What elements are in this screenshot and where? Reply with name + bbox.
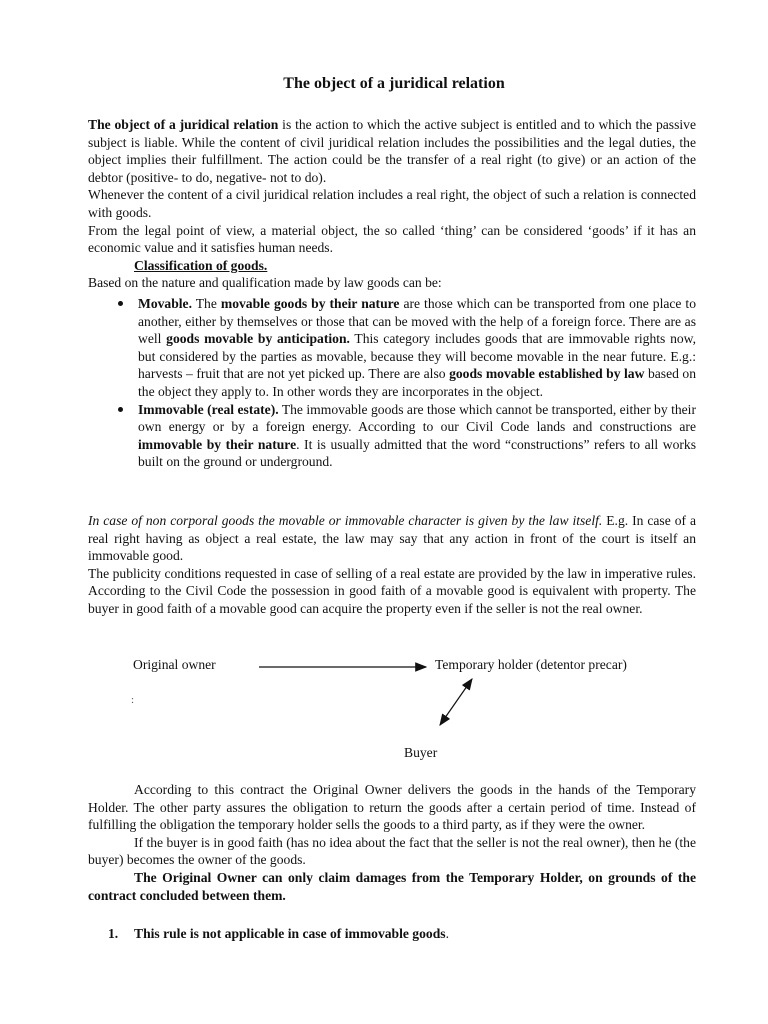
bullet-text: are those which can be transported from one place to another, either by themselves or those that can be moved with the help of a foreign force. There are as well xyxy=(138,296,697,347)
page-title: The object of a juridical relation xyxy=(283,75,505,92)
item-number: 1. xyxy=(108,926,119,941)
intro-paragraph-3: From the legal point of view, a material object, the so called ‘thing’ can be considered ‘goods’ if it has an economic value and it satisfies human needs. xyxy=(88,222,696,256)
original-owner-label: Original owner xyxy=(133,657,216,672)
intro-paragraph xyxy=(88,116,696,186)
non-corporal-paragraph xyxy=(88,512,696,565)
bullet-label: Movable. xyxy=(138,296,192,311)
bullet-text: This category includes goods that are immovable rights now, but considered by the parties as movable, because they will become movable in the near future. E.g.: harvests – fruit that are not yet picked up. There are also xyxy=(138,331,697,382)
intro-section xyxy=(88,116,696,292)
bullet-term: goods movable by anticipation. xyxy=(166,331,350,347)
numbered-list xyxy=(88,925,696,943)
temporary-holder-label: Temporary holder (detentor precar) xyxy=(435,657,627,672)
italic-statement: In case of non corporal goods the movable or immovable character is given by the law itself. xyxy=(88,513,603,528)
item-punct: . xyxy=(445,926,449,941)
bullet-label: Immovable (real estate). xyxy=(138,401,279,417)
buyer-label: Buyer xyxy=(404,745,438,760)
publicity-paragraph: The publicity conditions requested in case of selling of a real estate are provided by the law in imperative rules. According to the Civil Code the possession in good faith of a movable good is equivalent with property. The buyer in good faith of a movable good can acquire the property even if the seller is not the real owner. xyxy=(88,565,696,616)
intro-lead-text: is the action to which the active subject is entitled and to which the passive subject is liable. While the content of civil juridical relation includes the possibilities and the legal duties, the object implies their fulfillment. The action could be the transfer of a real right (to give) or an action of the debtor (positive- to do, negative- not to do). xyxy=(88,117,696,185)
bullet-dot-icon xyxy=(118,301,123,306)
diagram-arrows xyxy=(0,650,768,770)
bullet-text: The xyxy=(192,296,221,311)
bullet-item-movable xyxy=(88,295,696,401)
bullet-item-immovable xyxy=(88,401,696,471)
bullet-term: goods movable established by law xyxy=(449,366,645,382)
bullet-text: based on the object they apply to. In other words they are incorporates in the object. xyxy=(138,366,697,399)
contract-section xyxy=(88,781,696,904)
stray-mark: : xyxy=(131,694,135,706)
bullet-text: The immovable goods are those which cannot be transported, either by their own energy or by a foreign energy. According to our Civil Code lands and constructions are xyxy=(138,401,696,435)
intro-lead-term: The object of a juridical relation xyxy=(88,117,279,132)
damages-paragraph: The Original Owner can only claim damages from the Temporary Holder, on grounds of the contract concluded between them. xyxy=(88,869,696,903)
classification-heading: Classification of goods. xyxy=(134,257,268,273)
bullet-text: . It is usually admitted that the word “constructions” refers to all works built on the ground or underground. xyxy=(138,436,696,470)
numbered-item xyxy=(88,925,696,943)
item-text: This rule is not applicable in case of immovable goods xyxy=(134,926,446,941)
intro-paragraph-2: Whenever the content of a civil juridical relation includes a real right, the object of such a relation is connected with goods. xyxy=(88,187,696,220)
non-corporal-text: E.g. In case of a real right having as object a real estate, the law may say that any action in front of the court is itself an immovable good. xyxy=(88,513,696,564)
ownership-diagram xyxy=(0,650,768,770)
bullet-dot-icon xyxy=(118,407,123,412)
good-faith-paragraph: If the buyer is in good faith (has no idea about the fact that the seller is not the real owner), then he (the buyer) becomes the owner of the goods. xyxy=(88,834,696,868)
bullet-term: immovable by their nature xyxy=(138,436,297,452)
contract-paragraph: According to this contract the Original Owner delivers the goods in the hands of the Temporary Holder. The other party assures the obligation to return the goods after a certain period of time. Instead of fulfilling the obligation the temporary holder sells the goods to a third party, as if they were the owner. xyxy=(88,782,696,833)
non-corporal-section xyxy=(88,512,696,618)
classification-intro: Based on the nature and qualification made by law goods can be: xyxy=(88,275,442,291)
goods-bullet-list xyxy=(88,295,696,471)
sale-arrow xyxy=(440,679,472,725)
bullet-term: movable goods by their nature xyxy=(220,296,400,311)
